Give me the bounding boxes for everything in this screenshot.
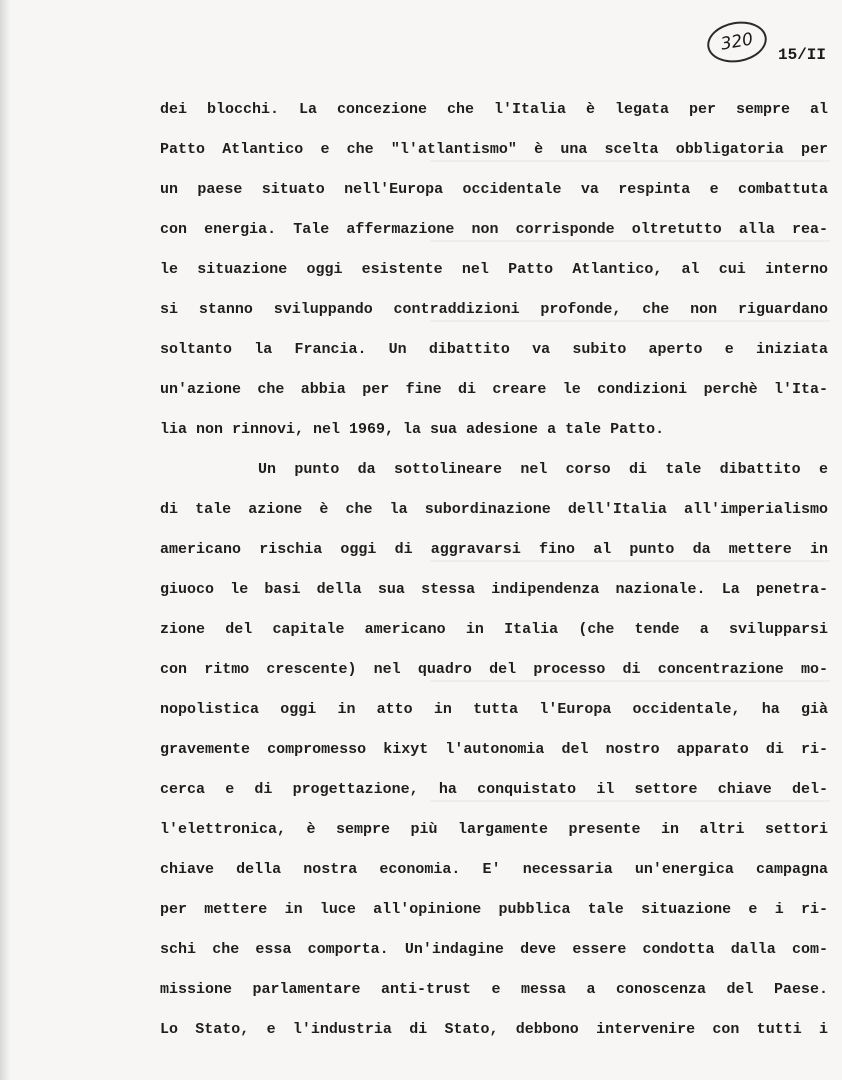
bleed-through <box>430 320 830 322</box>
page-number: 15/II <box>778 46 827 64</box>
text-line: con ritmo crescente) nel quadro del processo di concentrazione mo- <box>160 661 828 678</box>
text-line: gravemente compromesso kixyt l'autonomia del nostro apparato di ri- <box>160 741 828 758</box>
text-line: con energia. Tale affermazione non corrisponde oltretutto alla rea- <box>160 221 828 238</box>
text-line: missione parlamentare anti-trust e messa a conoscenza del Paese. <box>160 981 828 998</box>
bleed-through <box>430 160 830 162</box>
archive-stamp-number: 320 <box>719 29 755 55</box>
text-line: l'elettronica, è sempre più largamente presente in altri settori <box>160 821 828 838</box>
text-line: un paese situato nell'Europa occidentale va respinta e combattuta <box>160 181 828 198</box>
archive-stamp <box>704 17 770 67</box>
text-line: dei blocchi. La concezione che l'Italia è legata per sempre al <box>160 101 828 118</box>
text-line: le situazione oggi esistente nel Patto Atlantico, al cui interno <box>160 261 828 278</box>
text-line: americano rischia oggi di aggravarsi fino al punto da mettere in <box>160 541 828 558</box>
text-line: schi che essa comporta. Un'indagine deve essere condotta dalla com- <box>160 941 828 958</box>
text-line: per mettere in luce all'opinione pubblica tale situazione e i ri- <box>160 901 828 918</box>
bleed-through <box>430 800 830 802</box>
text-line: lia non rinnovi, nel 1969, la sua adesione a tale Patto. <box>160 421 665 438</box>
text-line: chiave della nostra economia. E' necessaria un'energica campagna <box>160 861 828 878</box>
text-line: Un punto da sottolineare nel corso di tale dibattito e <box>258 461 828 478</box>
text-line: nopolistica oggi in atto in tutta l'Europa occidentale, ha già <box>160 701 828 718</box>
bleed-through <box>430 560 830 562</box>
bleed-through <box>430 680 830 682</box>
text-line: Lo Stato, e l'industria di Stato, debbono intervenire con tutti i <box>160 1021 828 1038</box>
text-line: soltanto la Francia. Un dibattito va subito aperto e iniziata <box>160 341 828 358</box>
text-line: si stanno sviluppando contraddizioni profonde, che non riguardano <box>160 301 828 318</box>
text-line: cerca e di progettazione, ha conquistato il settore chiave del- <box>160 781 828 798</box>
text-line: Patto Atlantico e che "l'atlantismo" è una scelta obbligatoria per <box>160 141 828 158</box>
text-line: giuoco le basi della sua stessa indipendenza nazionale. La penetra- <box>160 581 828 598</box>
page-edge-shadow <box>0 0 10 1080</box>
bleed-through <box>430 240 830 242</box>
text-line: di tale azione è che la subordinazione dell'Italia all'imperialismo <box>160 501 828 518</box>
text-line: zione del capitale americano in Italia (che tende a svilupparsi <box>160 621 828 638</box>
text-line: un'azione che abbia per fine di creare le condizioni perchè l'Ita- <box>160 381 828 398</box>
